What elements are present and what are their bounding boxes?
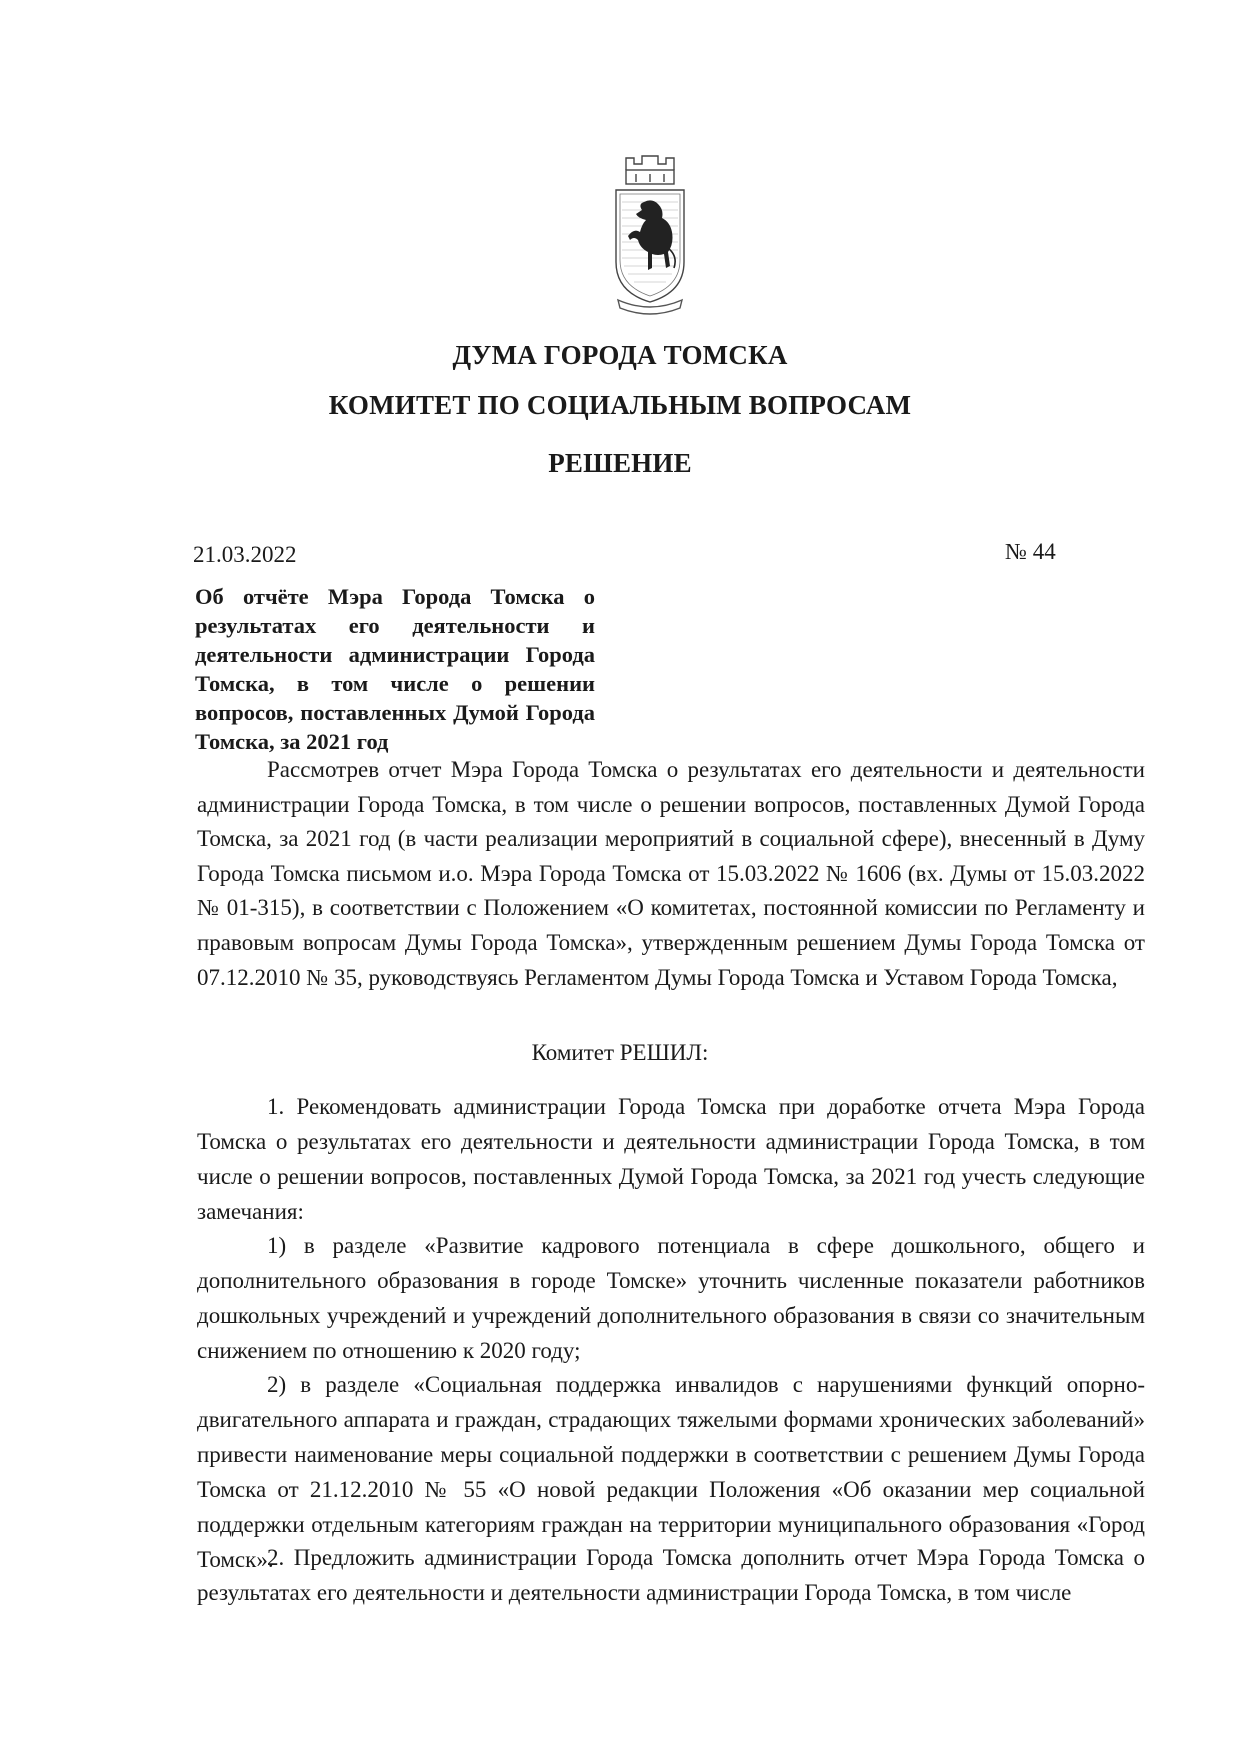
document-subject: Об отчёте Мэра Города Томска о результатах его деятельности и деятельности администрации Города Томска, в том числе о решении вопросов, поставленных Думой Города Томска, за 2021 год [195, 584, 595, 754]
item-1-paragraph: 1. Рекомендовать администрации Города Томска при доработке отчета Мэра Города Томска о результатах его деятельности и деятельности администрации Города Томска, в том числе о решении вопросов, поставленных Думой Города Томска, за 2021 год учесть следующие замечания: [197, 1094, 1145, 1224]
document-date: 21.03.2022 [193, 542, 297, 567]
item-1-2-paragraph: 2) в разделе «Социальная поддержка инвалидов с нарушениями функций опорно-двигательного аппарата и граждан, страдающих тяжелыми формами хронических заболеваний» привести наименование меры социальной поддержки в соответствии с решением Думы Города Томска от 21.12.2010 № 55 «О новой редакции Положения «Об оказании мер социальной поддержки отдельным категориям граждан на территории муниципального образования «Город Томск». [197, 1372, 1145, 1572]
document-type: РЕШЕНИЕ [548, 448, 692, 478]
document-number: № 44 [1005, 539, 1056, 564]
decision-heading: Комитет РЕШИЛ: [531, 1040, 709, 1065]
organization-title: ДУМА ГОРОДА ТОМСКА [452, 340, 788, 370]
committee-title: КОМИТЕТ ПО СОЦИАЛЬНЫМ ВОПРОСАМ [328, 390, 912, 420]
tomsk-coat-of-arms-icon [608, 152, 692, 317]
item-1-1-paragraph: 1) в разделе «Развитие кадрового потенциала в сфере дошкольного, общего и дополнительного образования в городе Томске» уточнить численные показатели работников дошкольных учреждений и учреждений дополнительного образования в связи со значительным снижением по отношению к 2020 году; [197, 1233, 1145, 1363]
intro-paragraph: Рассмотрев отчет Мэра Города Томска о результатах его деятельности и деятельности администрации Города Томска, в том числе о решении вопросов, поставленных Думой Города Томска, за 2021 год (в части реализации мероприятий в социальной сфере), внесенный в Думу Города Томска письмом и.о. Мэра Города Томска от 15.03.2022 № 1606 (вх. Думы от 15.03.2022 № 01-315), в соответствии с Положением «О комитетах, постоянной комиссии по Регламенту и правовым вопросам Думы Города Томска», утвержденным решением Думы Города Томска от 07.12.2010 № 35, руководствуясь Регламентом Думы Города Томска и Уставом Города Томска, [197, 757, 1145, 990]
item-2-paragraph: 2. Предложить администрации Города Томска дополнить отчет Мэра Города Томска о результатах его деятельности и деятельности администрации Города Томска, в том числе [197, 1545, 1145, 1605]
